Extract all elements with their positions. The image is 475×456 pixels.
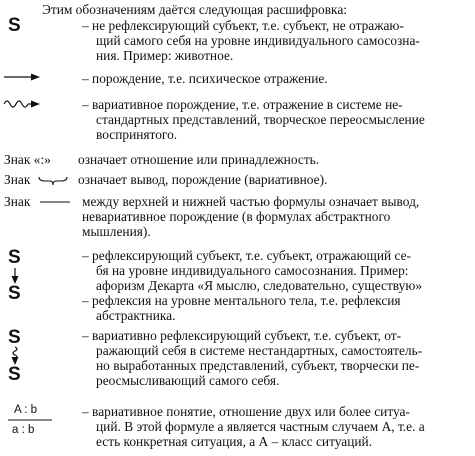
entry-6-line-3: мышления). [82,224,151,239]
down-arrow-icon [10,268,20,284]
entry-1-line-3: ния. Пример: животное. [96,48,234,63]
entry-1-line-1: – не рефлексирующий субъект, т.е. субъект, не отражаю- [82,18,404,33]
symbol-s-top-variative: S [8,327,21,348]
entry-3-line-3: воспринятого. [96,127,178,142]
entry-8-line-3: но выработанных представлений, субъект, творчески пе- [96,358,420,373]
entry-4-line-1: означает отношение или принадлежность. [78,152,320,167]
fraction-bar [8,418,52,422]
fraction-top: A : b [14,404,38,416]
entry-3-line-1: – вариативное порождение, т.е. отражение в системе не- [82,97,403,112]
entry-6-label: Знак [4,194,31,209]
entry-8-line-1: – вариативно рефлексирующий субъект, т.е. субъект, от- [82,328,402,343]
fraction-bottom: a : b [12,424,35,436]
entry-4-label: Знак «:» [4,152,51,167]
entry-6-line-1: между верхней и нижней частью формулы означает вывод, [82,194,420,209]
entry-8-line-4: реосмысливающий самого себя. [96,373,280,388]
entry-9-line-2: ций. В этой формуле а является частным случаем А, т.е. а [96,419,425,434]
wavy-down-arrow-icon [9,347,21,365]
entry-7-line-4: – рефлексия на уровне ментального тела, т.е. рефлексия [82,293,401,308]
entry-5-line-1: означает вывод, порождение (вариативное). [78,172,328,187]
entry-7-line-1: – рефлексирующий субъект, т.е. субъект, отражающий се- [82,248,412,263]
entry-7-line-3: афоризм Декарта «Я мыслю, следовательно, существую» [96,278,423,293]
entry-2-line-1: – порождение, т.е. психическое отражение. [82,71,328,86]
entry-3-line-2: стандартных представлений, творческое переосмысление [96,112,425,127]
wavy-arrow-icon [4,98,40,110]
arrow-icon [4,72,40,82]
entry-1-line-2: щий самого себя на уровне индивидуального самосозна- [96,33,420,48]
entry-6-line-2: невариативное порождение (в формулах абстрактного [82,209,391,224]
entry-9-line-1: – вариативное понятие, отношение двух или более ситуа- [82,404,410,419]
entry-7-line-5: абстрактника. [96,308,176,323]
symbol-s: S [8,15,21,36]
symbol-s-bottom: S [8,283,21,304]
symbol-s-bottom-variative: S [8,364,21,385]
brace-icon [38,174,68,186]
dash-line-icon [40,200,70,204]
intro-text: Этим обозначениям даётся следующая расшифровка: [42,2,347,17]
entry-5-label: Знак [4,172,31,187]
entry-7-line-2: бя на уровне индивидуального самосознания. Пример: [96,263,409,278]
symbol-s-top: S [8,247,21,268]
entry-8-line-2: ражающий себя в системе нестандартных, самостоятель- [96,343,423,358]
entry-9-line-3: есть конкретная ситуация, а А – класс ситуаций. [96,434,373,449]
